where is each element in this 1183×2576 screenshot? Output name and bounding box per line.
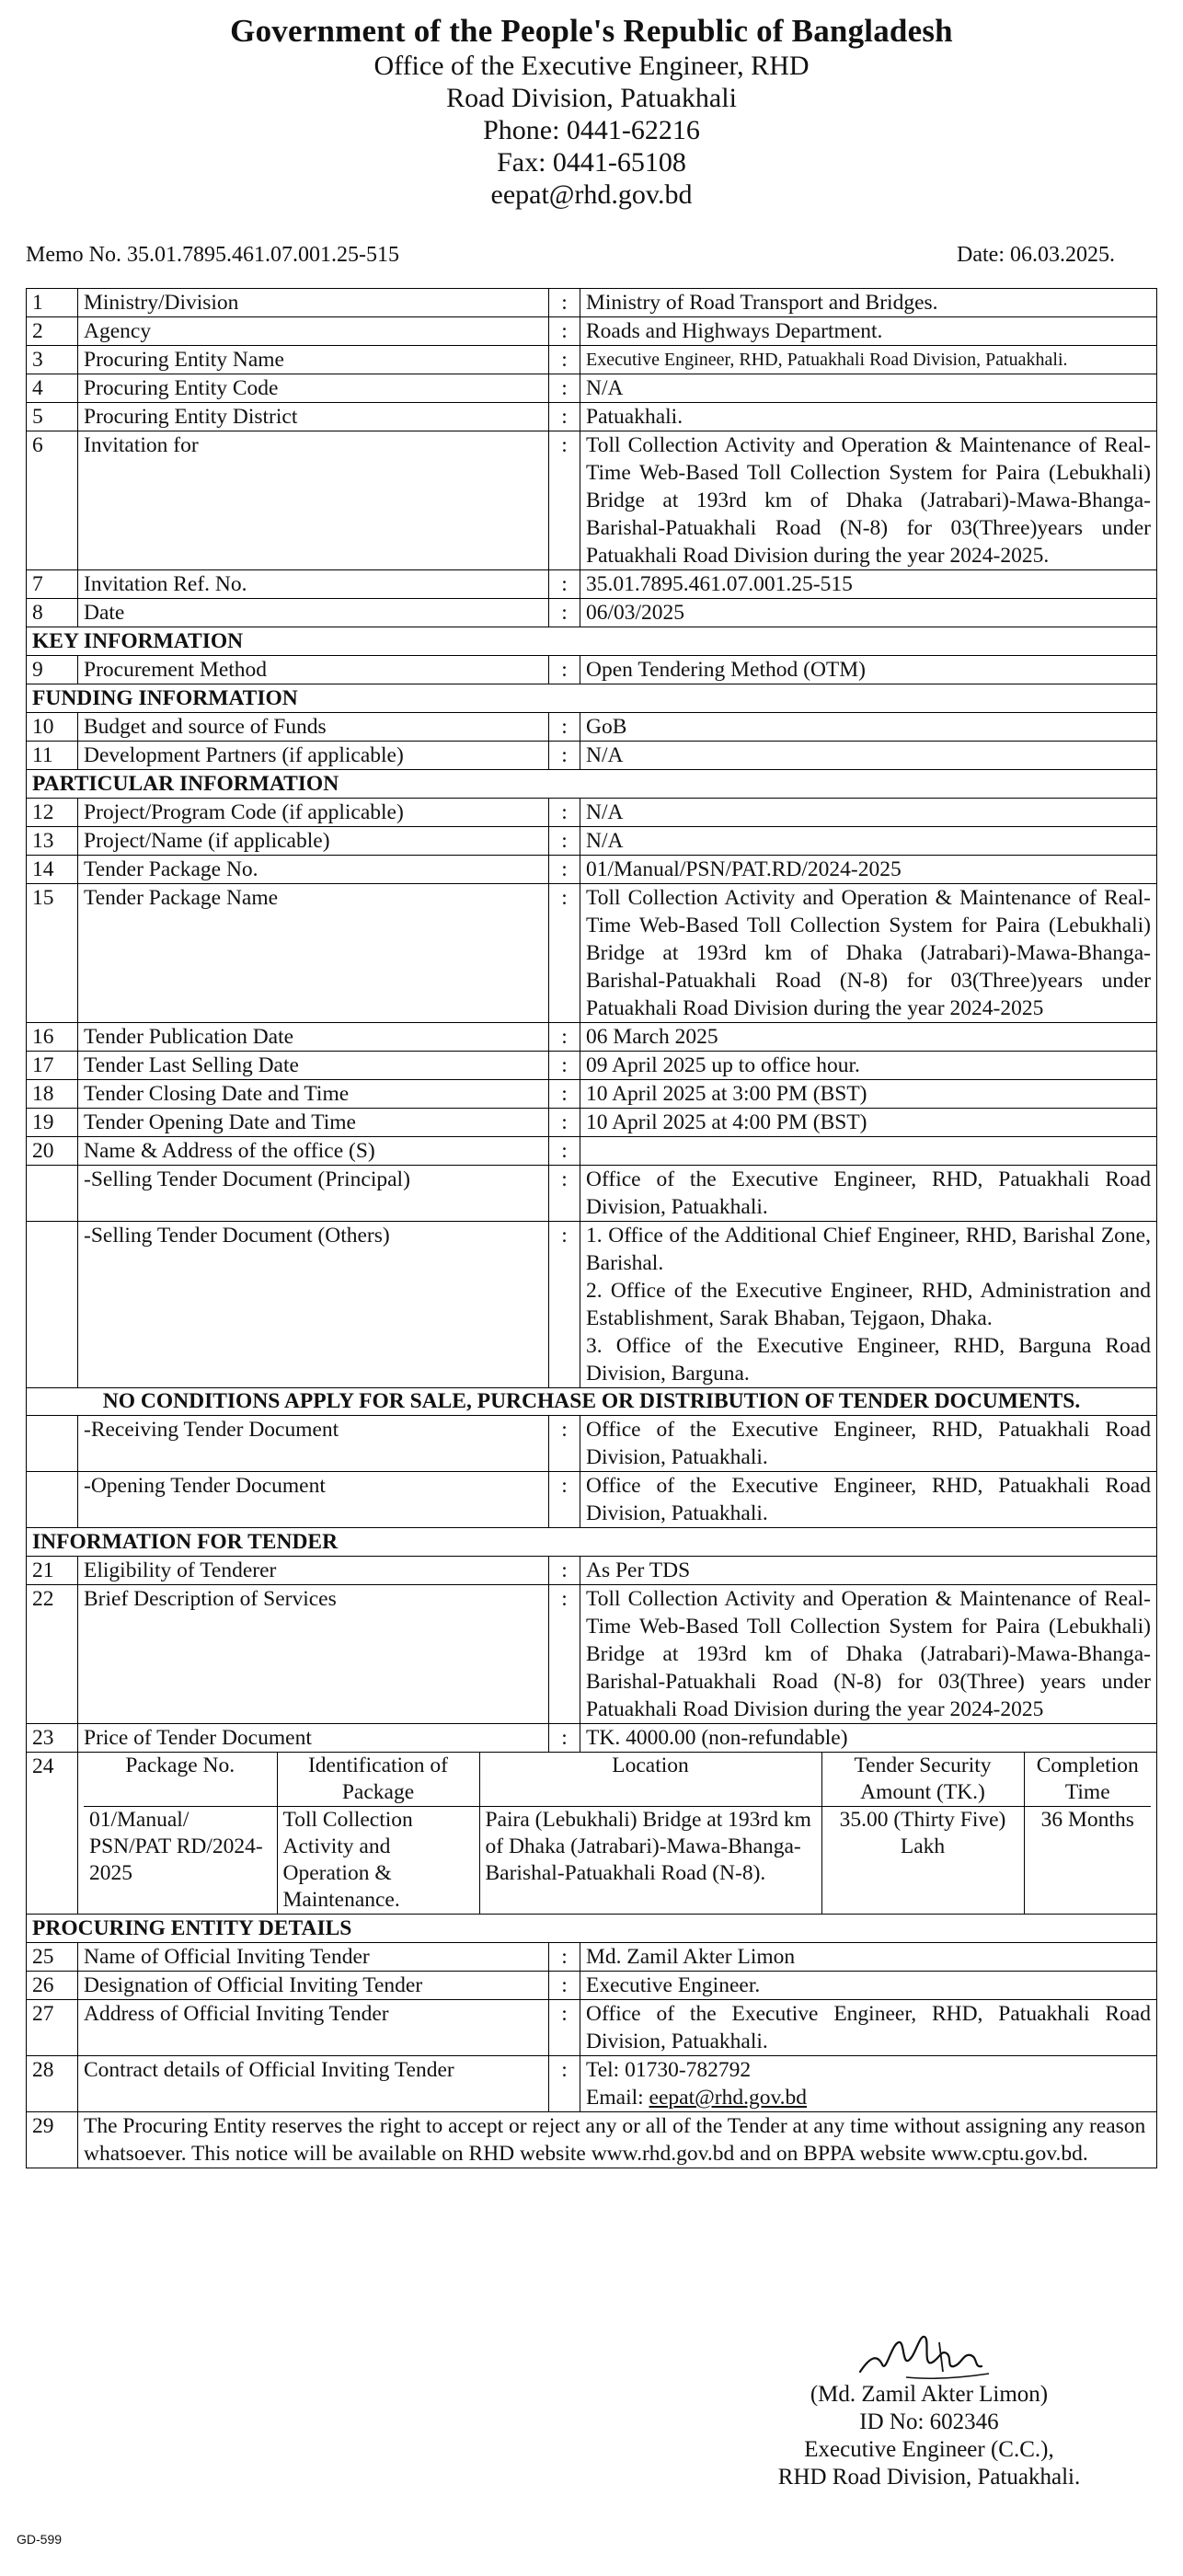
- row-label: Development Partners (if applicable): [78, 742, 549, 770]
- row-number: 22: [27, 1585, 78, 1724]
- memo-date: Date: 06.03.2025.: [957, 243, 1115, 267]
- table-row: [27, 799, 1157, 827]
- row-value: 10 April 2025 at 3:00 PM (BST): [580, 1080, 1157, 1109]
- row-number: 20: [27, 1137, 78, 1166]
- separator: :: [549, 1472, 580, 1528]
- separator: :: [549, 856, 580, 884]
- phone: Phone: 0441-62216: [483, 115, 700, 145]
- row-label: Brief Description of Services: [78, 1585, 549, 1724]
- row-value: 09 April 2025 up to office hour.: [580, 1052, 1157, 1080]
- table-row: [27, 1222, 1157, 1388]
- row-value: Open Tendering Method (OTM): [580, 656, 1157, 684]
- row-number: 15: [27, 884, 78, 1023]
- section-particular-information: PARTICULAR INFORMATION: [27, 770, 1157, 799]
- table-row: [27, 1472, 1157, 1528]
- table-row: [27, 856, 1157, 884]
- row-number: 21: [27, 1557, 78, 1585]
- package-data-row: [84, 1807, 1151, 1915]
- row-label: Procurement Method: [78, 656, 549, 684]
- table-row: [27, 1137, 1157, 1166]
- separator: :: [549, 1109, 580, 1137]
- table-row: [27, 884, 1157, 1023]
- table-row: [27, 2056, 1157, 2112]
- section-information-for-tender: INFORMATION FOR TENDER: [27, 1528, 1157, 1557]
- header-security-amount: Tender Security Amount (TK.): [821, 1753, 1024, 1807]
- row-label: Address of Official Inviting Tender: [78, 2000, 549, 2056]
- separator: :: [549, 713, 580, 742]
- package-table-cell: [78, 1753, 1157, 1915]
- separator: :: [549, 1557, 580, 1585]
- section-header-row: [27, 1528, 1157, 1557]
- row-number: 6: [27, 431, 78, 570]
- row-label: -Opening Tender Document: [78, 1472, 549, 1528]
- selling-office-1: 1. Office of the Additional Chief Engineer, RHD, Barishal Zone, Barishal.: [586, 1224, 1151, 1275]
- separator: :: [549, 431, 580, 570]
- row-label: Tender Publication Date: [78, 1023, 549, 1052]
- row-label: Project/Program Code (if applicable): [78, 799, 549, 827]
- row-number: 19: [27, 1109, 78, 1137]
- table-row: [27, 431, 1157, 570]
- separator: :: [549, 884, 580, 1023]
- row-number: 4: [27, 374, 78, 403]
- row-label: Name & Address of the office (S): [78, 1137, 549, 1166]
- package-no: 01/Manual/ PSN/PAT RD/2024-2025: [84, 1807, 277, 1915]
- table-row: [27, 2000, 1157, 2056]
- row-label: -Selling Tender Document (Others): [78, 1222, 549, 1388]
- form-code: GD-599: [17, 2532, 63, 2547]
- row-number: 17: [27, 1052, 78, 1080]
- row-label: -Receiving Tender Document: [78, 1416, 549, 1472]
- row-value: 10 April 2025 at 4:00 PM (BST): [580, 1109, 1157, 1137]
- separator: :: [549, 599, 580, 627]
- separator: :: [549, 827, 580, 856]
- signature-block: [718, 2381, 1141, 2491]
- separator: :: [549, 1023, 580, 1052]
- table-row: [27, 827, 1157, 856]
- selling-office-2: 2. Office of the Executive Engineer, RHD, Administration and Establishment, Sarak Bhaban, Tejgaon, Dhaka.: [586, 1279, 1151, 1330]
- no-conditions-notice: NO CONDITIONS APPLY FOR SALE, PURCHASE OR DISTRIBUTION OF TENDER DOCUMENTS.: [27, 1388, 1157, 1416]
- row-value: [580, 1137, 1157, 1166]
- row-value: [580, 1222, 1157, 1388]
- table-row: [27, 1557, 1157, 1585]
- row-label: Tender Package Name: [78, 884, 549, 1023]
- separator: :: [549, 799, 580, 827]
- section-procuring-entity-details: PROCURING ENTITY DETAILS: [27, 1915, 1157, 1943]
- table-row: [27, 403, 1157, 431]
- separator: :: [549, 1724, 580, 1753]
- row-number: 16: [27, 1023, 78, 1052]
- row-value: Toll Collection Activity and Operation & Maintenance of Real-Time Web-Based Toll Collection System for Paira (Lebukhali) Bridge at 193rd km of Dhaka (Jatrabari)-Mawa-Bhanga-Barishal-Patuakhali Road (N-8) for 03(Three)years under Patuakhali Road Division during the year 2024-2025: [580, 884, 1157, 1023]
- table-row: [27, 2112, 1157, 2168]
- row-number: 1: [27, 289, 78, 317]
- row-value: N/A: [580, 374, 1157, 403]
- table-row: [27, 1109, 1157, 1137]
- row-value: Toll Collection Activity and Operation & Maintenance of Real-Time Web-Based Toll Collection System for Paira (Lebukhali) Bridge at 193rd km of Dhaka (Jatrabari)-Mawa-Bhanga-Barishal-Patuakhali Road (N-8) for 03(Three)years under Patuakhali Road Division during the year 2024-2025.: [580, 431, 1157, 570]
- row-number: 25: [27, 1943, 78, 1972]
- row-number: 7: [27, 570, 78, 599]
- header-identification: Identification of Package: [277, 1753, 479, 1807]
- separator: :: [549, 1137, 580, 1166]
- tender-notice-table: [26, 288, 1157, 2168]
- separator: :: [549, 1972, 580, 2000]
- header-location: Location: [479, 1753, 821, 1807]
- contact-email-line: [586, 2084, 1151, 2111]
- row-label: Eligibility of Tenderer: [78, 1557, 549, 1585]
- row-value: Md. Zamil Akter Limon: [580, 1943, 1157, 1972]
- row-value: Patuakhali.: [580, 403, 1157, 431]
- row-number: 10: [27, 713, 78, 742]
- table-row: [27, 656, 1157, 684]
- row-number: 5: [27, 403, 78, 431]
- row-label: Budget and source of Funds: [78, 713, 549, 742]
- division-name: Road Division, Patuakhali: [446, 83, 737, 113]
- row-value: Office of the Executive Engineer, RHD, Patuakhali Road Division, Patuakhali.: [580, 1472, 1157, 1528]
- row-value: 06 March 2025: [580, 1023, 1157, 1052]
- section-header-row: [27, 627, 1157, 656]
- separator: :: [549, 317, 580, 346]
- row-label: Tender Closing Date and Time: [78, 1080, 549, 1109]
- table-row: [27, 1972, 1157, 2000]
- row-label: Project/Name (if applicable): [78, 827, 549, 856]
- row-label: -Selling Tender Document (Principal): [78, 1166, 549, 1222]
- separator: :: [549, 1166, 580, 1222]
- office-name: Office of the Executive Engineer, RHD: [373, 51, 810, 81]
- memo-number: Memo No. 35.01.7895.461.07.001.25-515: [26, 243, 399, 267]
- table-row: [27, 1166, 1157, 1222]
- contact-email-link[interactable]: eepat@rhd.gov.bd: [649, 2086, 808, 2110]
- row-value: Office of the Executive Engineer, RHD, Patuakhali Road Division, Patuakhali.: [580, 2000, 1157, 2056]
- row-value: [580, 2056, 1157, 2112]
- row-number: 11: [27, 742, 78, 770]
- table-row: [27, 1724, 1157, 1753]
- separator: :: [549, 1052, 580, 1080]
- header-package-no: Package No.: [84, 1753, 277, 1807]
- separator: :: [549, 2000, 580, 2056]
- section-header-row: [27, 684, 1157, 713]
- memo-row: [26, 241, 1115, 269]
- package-header-row: [84, 1753, 1151, 1807]
- row-value: 35.01.7895.461.07.001.25-515: [580, 570, 1157, 599]
- table-row: [27, 1023, 1157, 1052]
- signatory-office: RHD Road Division, Patuakhali.: [777, 2465, 1081, 2490]
- row-label: Designation of Official Inviting Tender: [78, 1972, 549, 2000]
- row-number: 27: [27, 2000, 78, 2056]
- separator: :: [549, 2056, 580, 2112]
- row-number: 8: [27, 599, 78, 627]
- signatory-name: (Md. Zamil Akter Limon): [810, 2382, 1049, 2407]
- table-row: [27, 742, 1157, 770]
- table-row: [27, 317, 1157, 346]
- row-label: Procuring Entity Name: [78, 346, 549, 374]
- section-key-information: KEY INFORMATION: [27, 627, 1157, 656]
- section-funding-information: FUNDING INFORMATION: [27, 684, 1157, 713]
- package-location: Paira (Lebukhali) Bridge at 193rd km of Dhaka (Jatrabari)-Mawa-Bhanga-Barishal-Patuakhali Road (N-8).: [479, 1807, 821, 1915]
- row-number: 9: [27, 656, 78, 684]
- row-value: Executive Engineer, RHD, Patuakhali Road Division, Patuakhali.: [580, 346, 1157, 374]
- row-label: Name of Official Inviting Tender: [78, 1943, 549, 1972]
- table-row: [27, 1753, 1157, 1915]
- row-number: 23: [27, 1724, 78, 1753]
- row-number: 2: [27, 317, 78, 346]
- row-value: Toll Collection Activity and Operation & Maintenance of Real-Time Web-Based Toll Collection System for Paira (Lebukhali) Bridge at 193rd km of Dhaka (Jatrabari)-Mawa-Bhanga-Barishal-Patuakhali Road (N-8) for 03(Three) years under Patuakhali Road Division during the year 2024-2025: [580, 1585, 1157, 1724]
- separator: :: [549, 1222, 580, 1388]
- reservation-clause: The Procuring Entity reserves the right to accept or reject any or all of the Tender at any time without assigning any reason whatsoever. This notice will be available on RHD website www.rhd.gov.bd and on BPPA website www.cptu.gov.bd.: [78, 2112, 1157, 2168]
- table-row: [27, 713, 1157, 742]
- row-label: Price of Tender Document: [78, 1724, 549, 1753]
- row-number: 26: [27, 1972, 78, 2000]
- letterhead: [0, 0, 1183, 211]
- row-value: Executive Engineer.: [580, 1972, 1157, 2000]
- row-label: Procuring Entity Code: [78, 374, 549, 403]
- row-value: N/A: [580, 742, 1157, 770]
- table-row: [27, 1052, 1157, 1080]
- separator: :: [549, 1416, 580, 1472]
- notice-row: [27, 1388, 1157, 1416]
- package-identification: Toll Collection Activity and Operation & Maintenance.: [277, 1807, 479, 1915]
- government-title: Government of the People's Republic of Bangladesh: [230, 13, 953, 49]
- signatory-id: ID No: 602346: [859, 2409, 999, 2434]
- separator: :: [549, 742, 580, 770]
- row-value: Roads and Highways Department.: [580, 317, 1157, 346]
- separator: :: [549, 570, 580, 599]
- separator: :: [549, 1943, 580, 1972]
- row-number: 24: [27, 1753, 78, 1915]
- row-label: Procuring Entity District: [78, 403, 549, 431]
- table-row: [27, 1416, 1157, 1472]
- separator: :: [549, 403, 580, 431]
- selling-office-3: 3. Office of the Executive Engineer, RHD, Barguna Road Division, Barguna.: [586, 1334, 1151, 1386]
- row-value: 01/Manual/PSN/PAT.RD/2024-2025: [580, 856, 1157, 884]
- row-value: Office of the Executive Engineer, RHD, Patuakhali Road Division, Patuakhali.: [580, 1166, 1157, 1222]
- row-number: 29: [27, 2112, 78, 2168]
- row-value: TK. 4000.00 (non-refundable): [580, 1724, 1157, 1753]
- package-table: [84, 1753, 1151, 1914]
- section-header-row: [27, 1915, 1157, 1943]
- row-value: N/A: [580, 799, 1157, 827]
- row-value: Office of the Executive Engineer, RHD, Patuakhali Road Division, Patuakhali.: [580, 1416, 1157, 1472]
- table-row: [27, 289, 1157, 317]
- separator: :: [549, 1585, 580, 1724]
- contact-tel: Tel: 01730-782792: [586, 2058, 752, 2082]
- row-label: Contract details of Official Inviting Tender: [78, 2056, 549, 2112]
- row-label: Tender Package No.: [78, 856, 549, 884]
- row-label: Tender Last Selling Date: [78, 1052, 549, 1080]
- row-value: As Per TDS: [580, 1557, 1157, 1585]
- row-value: N/A: [580, 827, 1157, 856]
- row-number: 12: [27, 799, 78, 827]
- row-number: 28: [27, 2056, 78, 2112]
- signatory-designation: Executive Engineer (C.C.),: [804, 2437, 1054, 2462]
- row-label: Invitation for: [78, 431, 549, 570]
- section-header-row: [27, 770, 1157, 799]
- separator: :: [549, 1080, 580, 1109]
- row-value: GoB: [580, 713, 1157, 742]
- package-security-amount: 35.00 (Thirty Five) Lakh: [821, 1807, 1024, 1915]
- table-row: [27, 1080, 1157, 1109]
- row-value: 06/03/2025: [580, 599, 1157, 627]
- row-label: Tender Opening Date and Time: [78, 1109, 549, 1137]
- table-row: [27, 599, 1157, 627]
- fax: Fax: 0441-65108: [497, 147, 686, 178]
- row-label: Date: [78, 599, 549, 627]
- table-row: [27, 1585, 1157, 1724]
- row-number: 3: [27, 346, 78, 374]
- row-number: 13: [27, 827, 78, 856]
- table-row: [27, 570, 1157, 599]
- separator: :: [549, 289, 580, 317]
- email: eepat@rhd.gov.bd: [490, 179, 693, 210]
- row-number: 14: [27, 856, 78, 884]
- separator: :: [549, 374, 580, 403]
- separator: :: [549, 346, 580, 374]
- table-row: [27, 374, 1157, 403]
- row-value: Ministry of Road Transport and Bridges.: [580, 289, 1157, 317]
- row-label: Agency: [78, 317, 549, 346]
- header-completion-time: Completion Time: [1024, 1753, 1151, 1807]
- table-row: [27, 346, 1157, 374]
- table-row: [27, 1943, 1157, 1972]
- package-completion-time: 36 Months: [1024, 1807, 1151, 1915]
- row-number: 18: [27, 1080, 78, 1109]
- row-label: Ministry/Division: [78, 289, 549, 317]
- contact-email-label: Email:: [586, 2086, 649, 2110]
- separator: :: [549, 656, 580, 684]
- row-label: Invitation Ref. No.: [78, 570, 549, 599]
